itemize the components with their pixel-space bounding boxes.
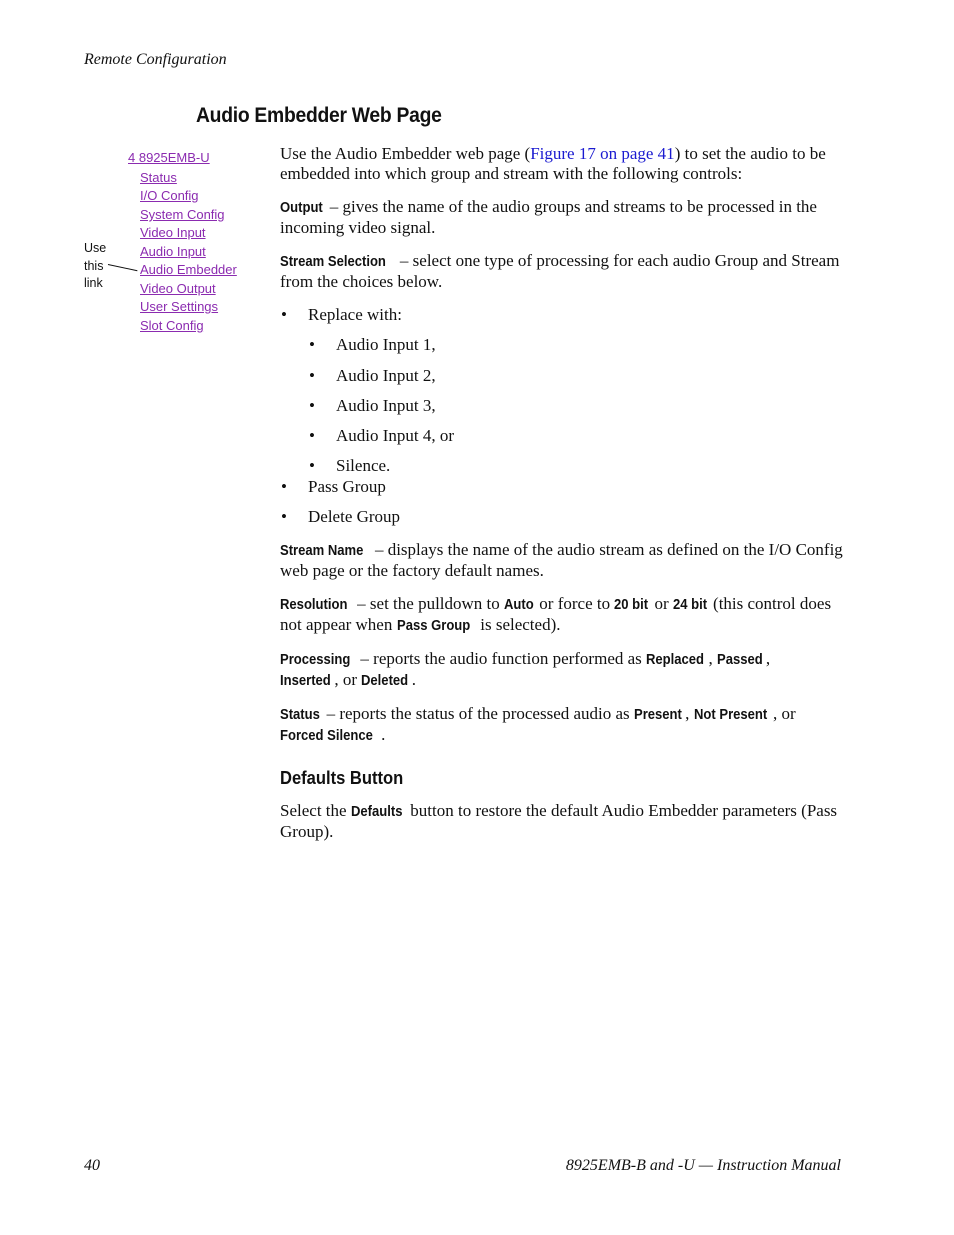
list-item: • Audio Input 3,	[308, 396, 846, 416]
nav-item-system-config[interactable]: System Config	[140, 207, 225, 222]
figure-link[interactable]: Figure 17 on page 41	[530, 144, 675, 163]
resolution-paragraph: Resolution – set the pulldown to Auto or force to 20 bit or 24 bit (this control does not appear when Pass Group is selected).	[280, 594, 832, 635]
term-stream-name: Stream Name	[280, 543, 364, 560]
status-paragraph: Status – reports the status of the processed audio as Present , Not Present , or Forced Silence .	[280, 704, 796, 745]
callout-line-3: link	[84, 276, 103, 290]
defaults-paragraph: Select the Defaults button to restore the default Audio Embedder parameters (Pass Group).	[280, 801, 838, 842]
callout-label	[84, 240, 106, 293]
list-item: • Audio Input 2,	[308, 366, 846, 386]
term-processing: Processing	[280, 652, 351, 669]
term-status: Status	[280, 707, 320, 724]
manual-title: 8925EMB-B and -U — Instruction Manual	[565, 1157, 841, 1174]
callout-line-2: this	[84, 258, 104, 273]
nav-item-video-input[interactable]: Video Input	[140, 225, 206, 240]
stream-selection-paragraph: Stream Selection – select one type of processing for each audio Group and Stream from the choices below.	[280, 251, 840, 291]
processing-paragraph: Processing – reports the audio function performed as Replaced , Passed , Inserted , or Deleted .	[280, 649, 771, 690]
defaults-heading: Defaults Button	[280, 768, 404, 789]
output-paragraph: Output – gives the name of the audio groups and streams to be processed in the incoming video signal.	[280, 197, 817, 237]
nav-item-status[interactable]: Status	[140, 170, 177, 185]
callout-leader-line	[108, 264, 138, 271]
callout-line-1: Use	[84, 241, 107, 255]
replace-sub-list	[308, 335, 846, 476]
list-item: • Silence.	[308, 456, 846, 476]
section-title: Audio Embedder Web Page	[196, 104, 442, 127]
nav-item-io-config[interactable]: I/O Config	[140, 188, 199, 203]
nav-item-audio-embedder[interactable]: Audio Embedder	[140, 262, 237, 277]
term-stream-selection: Stream Selection	[280, 254, 386, 270]
choice-list	[280, 305, 846, 527]
stream-name-paragraph: Stream Name – displays the name of the audio stream as defined on the I/O Config web page or the factory default names.	[280, 540, 843, 581]
list-item: • Audio Input 1,	[308, 335, 846, 355]
term-defaults: Defaults	[350, 804, 403, 821]
list-item: • Audio Input 4, or	[308, 426, 846, 446]
list-item: • Pass Group	[280, 477, 846, 497]
list-item: • Replace with: • Audio Input 1, • Audio Input 2, • Audio Input 3, • Audio Input 4, or • Silence.	[280, 305, 846, 476]
page-number: 40	[84, 1157, 100, 1174]
running-header: Remote Configuration	[84, 51, 227, 68]
nav-item-video-output[interactable]: Video Output	[140, 281, 216, 296]
nav-root-link[interactable]: 4 8925EMB-U	[128, 150, 210, 165]
intro-paragraph: Use the Audio Embedder web page (Figure 17 on page 41) to set the audio to be embedded into which group and stream with the following controls:	[280, 144, 826, 183]
body-text	[280, 144, 846, 855]
term-output: Output	[280, 200, 323, 216]
term-resolution: Resolution	[280, 597, 348, 614]
nav-item-audio-input[interactable]: Audio Input	[140, 244, 206, 259]
list-item: • Delete Group	[280, 507, 846, 527]
nav-item-slot-config[interactable]: Slot Config	[140, 318, 204, 333]
nav-item-user-settings[interactable]: User Settings	[140, 299, 219, 314]
